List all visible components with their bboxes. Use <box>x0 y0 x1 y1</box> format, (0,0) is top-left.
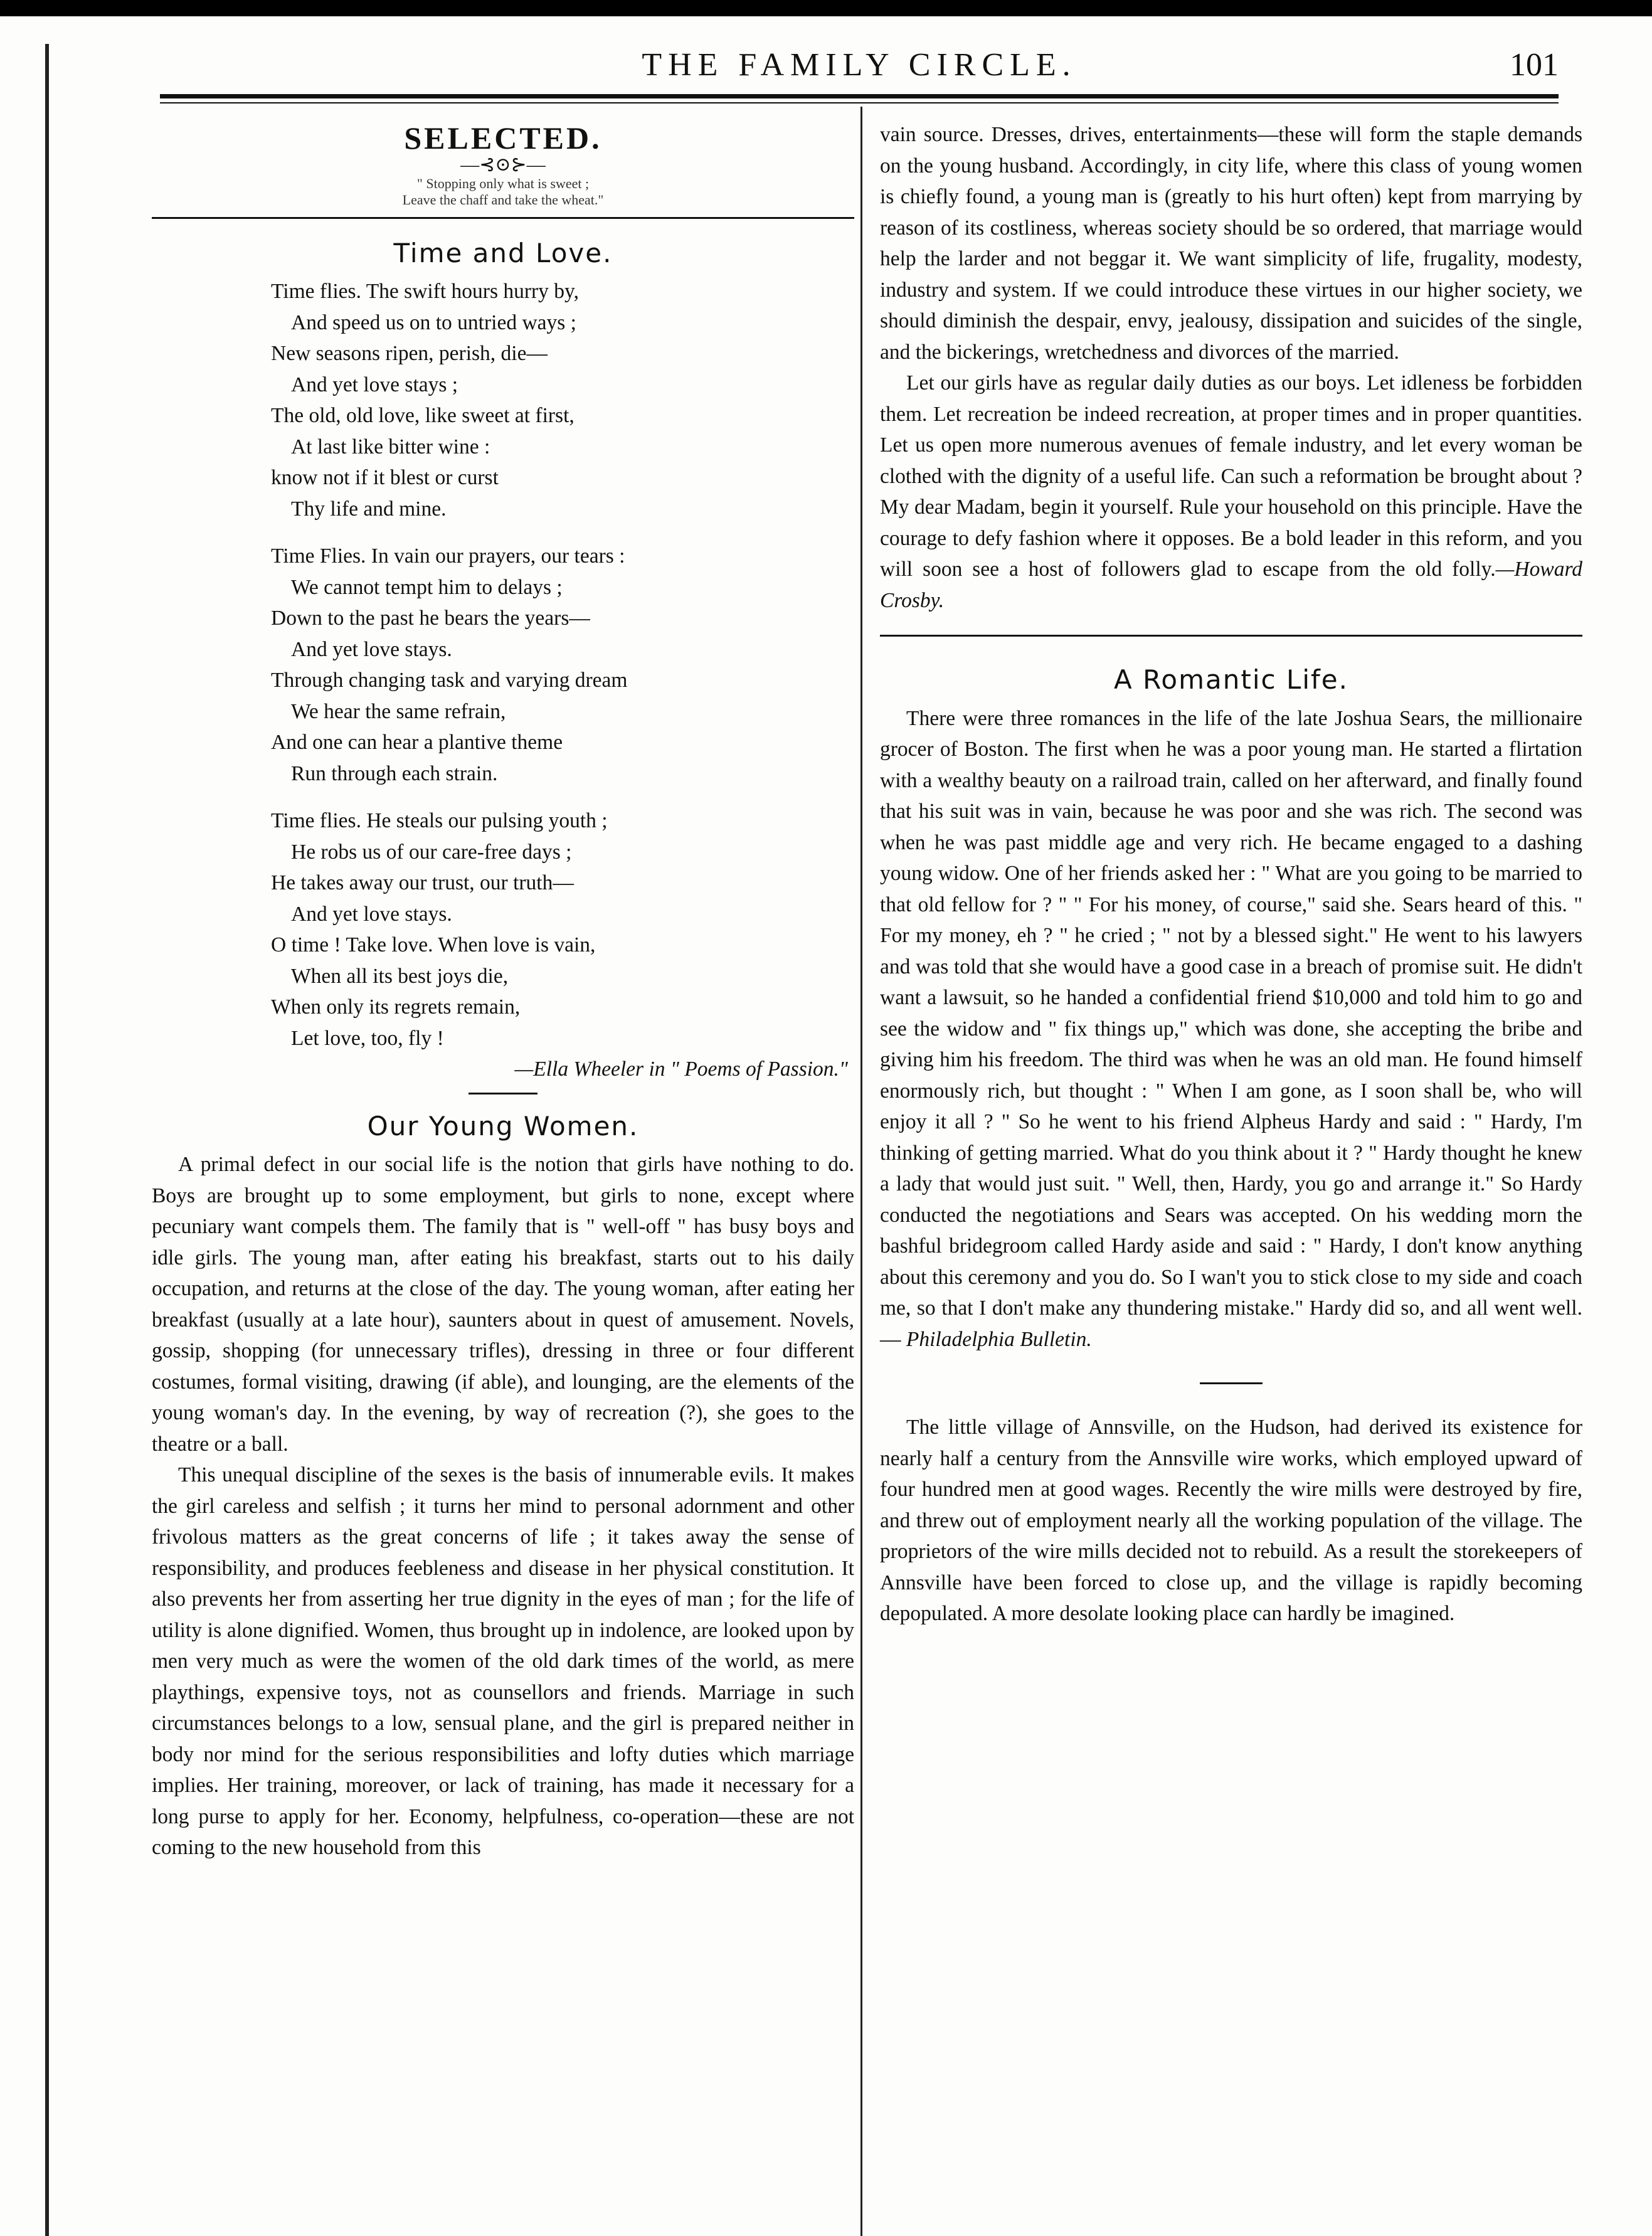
poem-line: The old, old love, like sweet at first, <box>271 404 574 427</box>
stanza-1 <box>152 276 854 524</box>
citation: —Howard Crosby. <box>880 558 1582 612</box>
poem-title: Time and Love. <box>393 237 613 268</box>
poem-line: He takes away our trust, our truth— <box>271 871 574 894</box>
poem-line: He robs us of our care-free days ; <box>291 840 572 864</box>
poem-attribution: —Ella Wheeler in " Poems of Passion." <box>514 1057 848 1081</box>
poem-line: And yet love stays. <box>291 637 452 661</box>
poem-line: And speed us on to untried ways ; <box>291 310 576 334</box>
paragraph-text: There were three romances in the life of the late Joshua Sears, the millionaire grocer of Boston. The first when he was a poor young man. He started a flirtation with a wealthy beauty on a railroad train, called on her afterward, and finally found that his suit was in vain, because he was poor and she was rich. The second was when he was past middle age and very rich. He became engaged to a dashing young widow. One of her friends asked her : " What are you going to be married to that old fellow for ? " " For his money, of course," said she. Sears heard of this. " For my money, eh ? " he cried ; " not by a blessed sight." He went to his lawyers and was told that she would have a good case in a breach of promise suit. He didn't want a lawsuit, so he handed a confidential friend $10,000 and told him to go and see the widow and " fix things up," which was done, she accepting the bribe and giving him his freedom. The third was when he was an old man. He found himself enormously rich, but thought : " When I am gone, as I soon shall be, who will enjoy it all ? " So he went to his friend Alpheus Hardy and said : " Hardy, I'm thinking of getting married. What do you think about it ? " Hardy thought he knew a lady that would just suit. " Well, then, Hardy, you go and arrange it." So Hardy conducted the negotiations and Sears was accepted. On his wedding morn the bashful bridegroom called Hardy aside and said : " Hardy, I don't know anything about this ceremony and you do. So I wan't you to stick close to my side and coach me, so that I don't make any thundering mistake." Hardy did so, and all went well.— <box>880 706 1582 1351</box>
poem-line: At last like bitter wine : <box>291 435 490 458</box>
poem-line: When all its best joys die, <box>291 964 509 988</box>
article-title: A Romantic Life. <box>1114 664 1348 695</box>
divider <box>1200 1382 1263 1384</box>
stanza-3 <box>152 805 854 1054</box>
poem-line: We hear the same refrain, <box>291 699 506 723</box>
article-title: Our Young Women. <box>367 1110 639 1142</box>
poem-line: O time ! Take love. When love is vain, <box>271 933 596 956</box>
poem-line: Time flies. He steals our pulsing youth ; <box>271 809 608 832</box>
poem-line: When only its regrets remain, <box>271 995 521 1019</box>
paragraph <box>880 368 1582 616</box>
paragraph: This unequal discipline of the sexes is the basis of innumerable evils. It makes the girl careless and selfish ; it turns her mind to personal adornment and other frivolous matters as the great concerns of life ; it takes away the sense of responsibility, and produces feebleness and disease in her physical constitution. It also prevents her from asserting her true dignity in the eyes of man ; for the life of utility is alone dignified. Women, thus brought up in indolence, are looked upon by men very much as were the women of the old dark times of the world, as mere playthings, expensive toys, not as counsellors and friends. Marriage in such circumstances belongs to a low, sensual plane, and the girl is prepared neither in body nor mind for the serious responsibilities and lofty duties which marriage implies. Her training, moreover, or lack of training, has made it necessary for a long purse to apply for her. Economy, helpfulness, co-operation—these are not coming to the new household from this <box>152 1463 854 1859</box>
poem-line: Let love, too, fly ! <box>291 1026 444 1050</box>
motto-line-1: " Stopping only what is sweet ; <box>416 175 590 191</box>
header-rule-thick <box>160 94 1559 98</box>
poem-line: Time flies. The swift hours hurry by, <box>271 280 580 303</box>
article-rule <box>880 635 1582 637</box>
page-number: 101 <box>1510 47 1559 83</box>
paragraph: vain source. Dresses, drives, entertainments—these will form the staple demands on the young husband. Accordingly, in city life, where this class of young women is chiefly found, a young man is (greatly to his hurt often) kept from marrying by reason of its costliness, whereas society should be so ordered, that marriage would help the larder and not beggar it. We want simplicity of life, frugality, modesty, industry and system. If we could introduce these virtues in our higher society, we should diminish the despair, envy, jealousy, dissipation and suicides of the single, and the bickerings, wretchedness and divorces of the married. <box>880 123 1582 364</box>
scan-edge-mark <box>45 44 49 2236</box>
paragraph-text: Let our girls have as regular daily duties as our boys. Let idleness be forbidden them. Let recreation be indeed recreation, at proper times and in proper quantities. Let us open more numerous avenues of female industry, and let every woman be clothed with the dignity of a useful life. Can such a reformation be brought about ? My dear Madam, begin it yourself. Rule your household on this principle. Have the courage to defy fashion where it opposes. Be a bold leader in this reform, and you will soon see a host of followers glad to escape from the old folly. <box>880 371 1582 581</box>
left-column <box>152 119 854 1863</box>
ornament: —⊰⊙⊱— <box>460 154 546 175</box>
section-title: SELECTED. <box>404 120 602 156</box>
column-divider <box>860 107 862 2236</box>
top-black-bar <box>0 0 1652 16</box>
poem-line: Through changing task and varying dream <box>271 669 628 692</box>
poem-line: know not if it blest or curst <box>271 466 499 489</box>
divider <box>469 1093 537 1094</box>
poem-line: And yet love stays ; <box>291 373 458 396</box>
poem-line: Time Flies. In vain our prayers, our tears : <box>271 544 625 568</box>
poem-line: New seasons ripen, perish, die— <box>271 342 548 365</box>
stanza-2 <box>152 541 854 789</box>
poem-line: And one can hear a plantive theme <box>271 731 563 754</box>
page-header <box>160 43 1559 89</box>
paragraph: A primal defect in our social life is the notion that girls have nothing to do. Boys are brought up to some employment, but girls to none, except where pecuniary want compels them. The family that is " well-off " has busy boys and idle girls. The young man, after eating his breakfast, starts out to his daily occupation, and returns at the close of the day. The young woman, after eating her breakfast (usually at a late hour), saunters about in quest of amusement. Novels, gossip, shopping (for unnecessary trifles), dressing in three or four different costumes, formal visiting, drawing (if able), and lounging, are the elements of the young woman's day. In the evening, by way of recreation (?), she goes to the theatre or a ball. <box>152 1153 854 1456</box>
motto-line-2: Leave the chaff and take the wheat." <box>402 191 604 208</box>
poem-line: Thy life and mine. <box>291 497 447 521</box>
right-column <box>880 119 1582 1629</box>
poem-line: We cannot tempt him to delays ; <box>291 575 563 599</box>
paragraph: The little village of Annsville, on the Hudson, had derived its existence for nearly half a century from the Annsville wire works, which employed upward of four hundred men at good wages. Recently the wire mills were destroyed by fire, and threw out of employment nearly all the working population of the village. The proprietors of the wire mills decided not to rebuild. As a result the storekeepers of Annsville have been forced to close up, and the village is rapidly becoming depopulated. A more desolate looking place can hardly be imagined. <box>880 1416 1582 1625</box>
section-rule <box>152 217 854 219</box>
header-rule-thin <box>160 102 1559 103</box>
poem-line: And yet love stays. <box>291 902 452 926</box>
poem-line: Down to the past he bears the years— <box>271 607 590 630</box>
masthead: THE FAMILY CIRCLE. <box>642 47 1077 83</box>
citation: Philadelphia Bulletin. <box>906 1327 1092 1351</box>
paragraph <box>880 703 1582 1355</box>
poem-line: Run through each strain. <box>291 761 498 785</box>
